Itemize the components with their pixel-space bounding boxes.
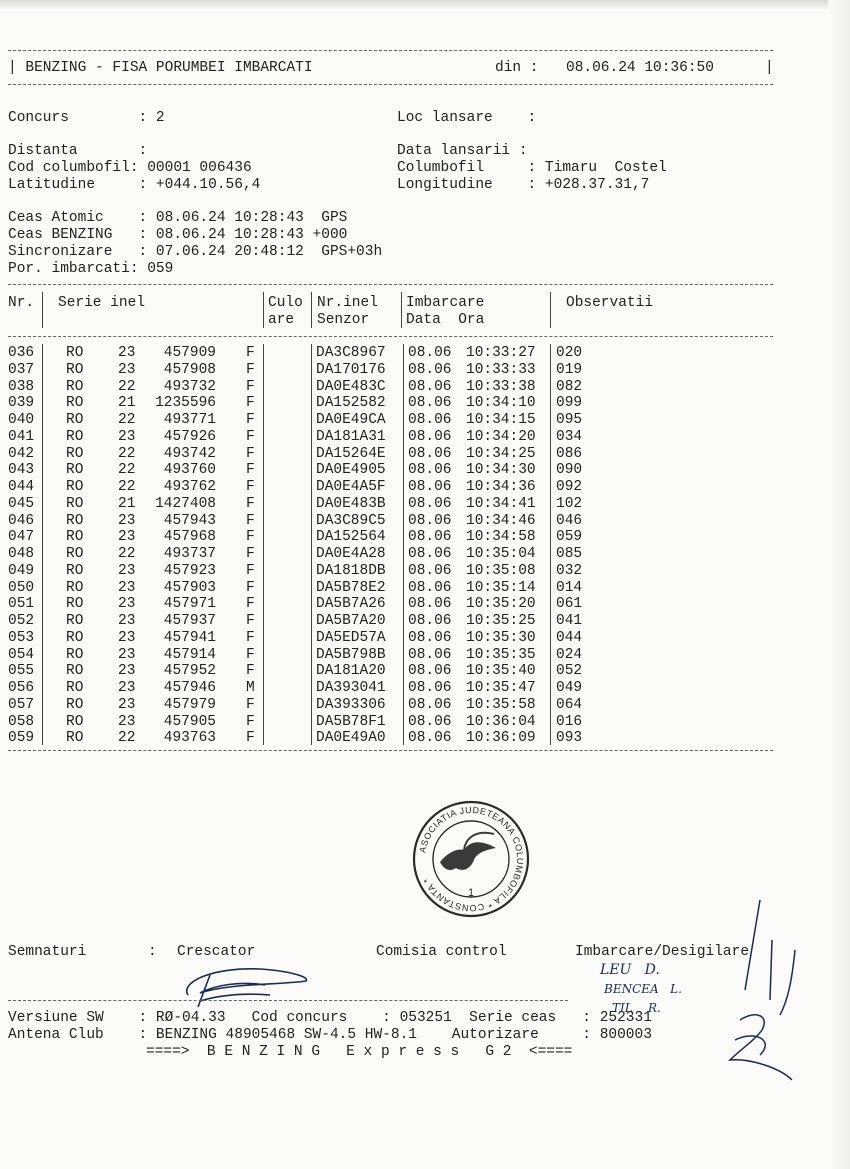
row-time: 10:35:04 bbox=[466, 546, 536, 562]
row-country: RO bbox=[66, 378, 84, 395]
ceas-benzing-field: Ceas BENZING : 08.06.24 10:28:43 +000 bbox=[8, 227, 348, 243]
row-country: RO bbox=[66, 361, 84, 378]
semnaturi-label: Semnaturi bbox=[8, 944, 87, 960]
row-year: 21 bbox=[118, 395, 136, 412]
sincronizare-field: Sincronizare : 07.06.24 20:48:12 GPS+03h bbox=[8, 244, 383, 260]
row-nr: 054 bbox=[8, 646, 35, 663]
row-nr: 036 bbox=[8, 345, 35, 361]
row-date: 08.06 bbox=[408, 629, 452, 646]
loc-lansare-field: Loc lansare : bbox=[397, 110, 537, 126]
header-bottom-rule bbox=[8, 84, 773, 85]
row-date: 08.06 bbox=[408, 713, 452, 730]
row-sex: F bbox=[246, 730, 255, 747]
row-time: 10:34:15 bbox=[466, 412, 536, 428]
row-date: 08.06 bbox=[408, 345, 452, 361]
row-sensor: DA5ED57A bbox=[316, 629, 386, 646]
row-ring: 493737 bbox=[163, 546, 216, 562]
row-time: 10:33:27 bbox=[466, 345, 536, 361]
row-time: 10:34:36 bbox=[466, 479, 536, 495]
ceas-atomic-field: Ceas Atomic : 08.06.24 10:28:43 GPS bbox=[8, 210, 348, 226]
comisia-control-label: Comisia control bbox=[376, 944, 507, 960]
concurs-field: Concurs : 2 bbox=[8, 110, 165, 126]
row-country: RO bbox=[66, 646, 84, 663]
row-year: 22 bbox=[118, 479, 136, 495]
row-year: 23 bbox=[118, 428, 136, 445]
row-country: RO bbox=[66, 680, 84, 696]
row-date: 08.06 bbox=[408, 445, 452, 462]
row-sex: F bbox=[246, 529, 255, 546]
row-nr: 047 bbox=[8, 529, 35, 546]
row-obs: 044 bbox=[556, 629, 583, 646]
row-obs: 095 bbox=[556, 412, 583, 428]
row-sensor: DA393041 bbox=[316, 680, 386, 696]
header-divider bbox=[550, 292, 551, 328]
row-sex: F bbox=[246, 613, 255, 629]
row-sensor: DA152564 bbox=[316, 529, 386, 546]
row-date: 08.06 bbox=[408, 495, 452, 512]
row-obs: 086 bbox=[556, 445, 583, 462]
table-row bbox=[0, 596, 850, 613]
row-ring: 493732 bbox=[163, 378, 216, 395]
row-sex: F bbox=[246, 596, 255, 613]
stamp-ring-text: ASOCIATIA JUDETEANA COLUMBOFILA * CONSTANTA * bbox=[417, 804, 526, 914]
row-ring: 457952 bbox=[163, 663, 216, 680]
row-year: 22 bbox=[118, 412, 136, 428]
row-nr: 058 bbox=[8, 713, 35, 730]
row-date: 08.06 bbox=[408, 596, 452, 613]
row-nr: 045 bbox=[8, 495, 35, 512]
row-ring: 457903 bbox=[163, 579, 216, 596]
row-sensor: DA5B78F1 bbox=[316, 713, 386, 730]
row-time: 10:34:46 bbox=[466, 512, 536, 529]
row-nr: 048 bbox=[8, 546, 35, 562]
row-country: RO bbox=[66, 412, 84, 428]
row-nr: 039 bbox=[8, 395, 35, 412]
row-nr: 051 bbox=[8, 596, 35, 613]
table-row bbox=[0, 647, 850, 664]
row-sensor: DA181A20 bbox=[316, 663, 386, 680]
row-date: 08.06 bbox=[408, 696, 452, 713]
row-sex: F bbox=[246, 395, 255, 412]
row-time: 10:35:30 bbox=[466, 629, 536, 646]
row-sex: F bbox=[246, 663, 255, 680]
row-date: 08.06 bbox=[408, 412, 452, 428]
row-sensor: DA393306 bbox=[316, 696, 386, 713]
row-year: 23 bbox=[118, 663, 136, 680]
row-year: 23 bbox=[118, 713, 136, 730]
row-year: 23 bbox=[118, 696, 136, 713]
row-obs: 049 bbox=[556, 680, 583, 696]
row-date: 08.06 bbox=[408, 479, 452, 495]
row-year: 23 bbox=[118, 562, 136, 579]
row-sex: F bbox=[246, 445, 255, 462]
stamp-center-number: 1 bbox=[468, 887, 475, 899]
row-date: 08.06 bbox=[408, 646, 452, 663]
row-year: 23 bbox=[118, 361, 136, 378]
row-country: RO bbox=[66, 495, 84, 512]
row-nr: 056 bbox=[8, 680, 35, 696]
row-ring: 493760 bbox=[163, 462, 216, 479]
handwritten-name-3: TIL R. bbox=[612, 1001, 661, 1015]
row-nr: 059 bbox=[8, 730, 35, 747]
table-bottom-rule bbox=[8, 750, 773, 751]
row-country: RO bbox=[66, 730, 84, 747]
row-country: RO bbox=[66, 562, 84, 579]
row-ring: 457979 bbox=[163, 696, 216, 713]
row-sex: F bbox=[246, 412, 255, 428]
row-obs: 093 bbox=[556, 730, 583, 747]
header-top-rule bbox=[8, 50, 773, 51]
col-header-imbarcare: Imbarcare bbox=[406, 295, 485, 311]
row-ring: 1427408 bbox=[155, 495, 216, 512]
row-ring: 457941 bbox=[163, 629, 216, 646]
row-date: 08.06 bbox=[408, 579, 452, 596]
row-country: RO bbox=[66, 445, 84, 462]
header-divider bbox=[401, 292, 402, 328]
row-year: 22 bbox=[118, 378, 136, 395]
table-row bbox=[0, 663, 850, 680]
antena-club-line: Antena Club : BENZING 48905468 SW-4.5 HW-8.1 Autorizare : 800003 bbox=[8, 1027, 652, 1043]
row-obs: 034 bbox=[556, 428, 583, 445]
table-row bbox=[0, 697, 850, 714]
row-time: 10:36:09 bbox=[466, 730, 536, 747]
col-header-observatii: Observatii bbox=[566, 295, 654, 311]
row-date: 08.06 bbox=[408, 529, 452, 546]
cod-columbofil-field: Cod columbofil: 00001 006436 bbox=[8, 160, 252, 176]
table-row bbox=[0, 730, 850, 747]
row-obs: 059 bbox=[556, 529, 583, 546]
row-ring: 457937 bbox=[163, 613, 216, 629]
col-header-data-ora: Data Ora bbox=[406, 312, 485, 328]
row-sex: F bbox=[246, 479, 255, 495]
row-time: 10:33:33 bbox=[466, 361, 536, 378]
row-sex: F bbox=[246, 428, 255, 445]
handwritten-name-1: LEU D. bbox=[600, 962, 660, 978]
row-sex: F bbox=[246, 512, 255, 529]
row-time: 10:35:08 bbox=[466, 562, 536, 579]
row-ring: 457926 bbox=[163, 428, 216, 445]
row-obs: 102 bbox=[556, 495, 583, 512]
table-row bbox=[0, 680, 850, 697]
row-obs: 099 bbox=[556, 395, 583, 412]
row-country: RO bbox=[66, 428, 84, 445]
row-sensor: DA0E483B bbox=[316, 495, 386, 512]
row-sensor: DA0E483C bbox=[316, 378, 386, 395]
row-nr: 050 bbox=[8, 579, 35, 596]
row-nr: 052 bbox=[8, 613, 35, 629]
row-year: 23 bbox=[118, 680, 136, 696]
row-country: RO bbox=[66, 663, 84, 680]
row-country: RO bbox=[66, 479, 84, 495]
row-sex: F bbox=[246, 713, 255, 730]
row-time: 10:35:40 bbox=[466, 663, 536, 680]
row-sensor: DA0E4A28 bbox=[316, 546, 386, 562]
row-date: 08.06 bbox=[408, 462, 452, 479]
data-lansarii-field: Data lansarii : bbox=[397, 143, 528, 159]
row-sensor: DA5B7A20 bbox=[316, 613, 386, 629]
row-country: RO bbox=[66, 462, 84, 479]
row-sensor: DA0E49CA bbox=[316, 412, 386, 428]
row-obs: 024 bbox=[556, 646, 583, 663]
row-time: 10:34:30 bbox=[466, 462, 536, 479]
table-row bbox=[0, 529, 850, 546]
row-year: 22 bbox=[118, 730, 136, 747]
row-date: 08.06 bbox=[408, 680, 452, 696]
row-ring: 493763 bbox=[163, 730, 216, 747]
row-ring: 457943 bbox=[163, 512, 216, 529]
row-ring: 457923 bbox=[163, 562, 216, 579]
row-ring: 457908 bbox=[163, 361, 216, 378]
row-sex: F bbox=[246, 345, 255, 361]
table-row bbox=[0, 479, 850, 496]
row-country: RO bbox=[66, 579, 84, 596]
col-header-nr: Nr. bbox=[8, 295, 35, 311]
association-stamp bbox=[412, 800, 530, 918]
scan-edge-top bbox=[0, 0, 850, 10]
row-year: 22 bbox=[118, 462, 136, 479]
table-row bbox=[0, 496, 850, 513]
row-date: 08.06 bbox=[408, 546, 452, 562]
semnaturi-colon: : bbox=[148, 944, 157, 960]
row-obs: 092 bbox=[556, 479, 583, 495]
row-obs: 085 bbox=[556, 546, 583, 562]
row-sensor: DA170176 bbox=[316, 361, 386, 378]
row-time: 10:35:25 bbox=[466, 613, 536, 629]
row-sensor: DA152582 bbox=[316, 395, 386, 412]
row-date: 08.06 bbox=[408, 613, 452, 629]
row-time: 10:35:58 bbox=[466, 696, 536, 713]
row-ring: 457905 bbox=[163, 713, 216, 730]
row-year: 23 bbox=[118, 512, 136, 529]
row-obs: 061 bbox=[556, 596, 583, 613]
row-ring: 457971 bbox=[163, 596, 216, 613]
row-nr: 043 bbox=[8, 462, 35, 479]
row-date: 08.06 bbox=[408, 663, 452, 680]
row-obs: 046 bbox=[556, 512, 583, 529]
row-ring: 493771 bbox=[163, 412, 216, 428]
row-ring: 457946 bbox=[163, 680, 216, 696]
table-row bbox=[0, 714, 850, 731]
row-sensor: DA5B7A26 bbox=[316, 596, 386, 613]
header-divider bbox=[42, 292, 43, 328]
row-nr: 037 bbox=[8, 361, 35, 378]
col-header-serie: Serie inel bbox=[58, 295, 146, 311]
row-sensor: DA3C8967 bbox=[316, 345, 386, 361]
row-sex: F bbox=[246, 562, 255, 579]
row-nr: 053 bbox=[8, 629, 35, 646]
imbarcare-desigilare-label: Imbarcare/Desigilare bbox=[575, 944, 750, 960]
row-year: 23 bbox=[118, 579, 136, 596]
report-date-value: 08.06.24 10:36:50 bbox=[566, 60, 714, 76]
row-country: RO bbox=[66, 395, 84, 412]
table-row bbox=[0, 613, 850, 630]
table-row bbox=[0, 429, 850, 446]
row-year: 22 bbox=[118, 445, 136, 462]
longitudine-field: Longitudine : +028.37.31,7 bbox=[397, 177, 650, 193]
row-nr: 049 bbox=[8, 562, 35, 579]
row-year: 23 bbox=[118, 629, 136, 646]
row-obs: 020 bbox=[556, 345, 583, 361]
versiune-sw-line: Versiune SW : RØ-04.33 Cod concurs : 053251 Serie ceas : 252331 bbox=[8, 1010, 652, 1026]
row-country: RO bbox=[66, 713, 84, 730]
row-sensor: DA1818DB bbox=[316, 562, 386, 579]
row-obs: 032 bbox=[556, 562, 583, 579]
row-year: 22 bbox=[118, 546, 136, 562]
row-nr: 041 bbox=[8, 428, 35, 445]
row-sex: F bbox=[246, 546, 255, 562]
table-row bbox=[0, 362, 850, 379]
por-imbarcati-field: Por. imbarcati: 059 bbox=[8, 261, 174, 277]
distanta-field: Distanta : bbox=[8, 143, 148, 159]
row-ring: 457914 bbox=[163, 646, 216, 663]
table-row bbox=[0, 546, 850, 563]
row-country: RO bbox=[66, 629, 84, 646]
row-sensor: DA15264E bbox=[316, 445, 386, 462]
row-country: RO bbox=[66, 529, 84, 546]
row-sensor: DA5B798B bbox=[316, 646, 386, 663]
row-sex: F bbox=[246, 696, 255, 713]
row-time: 10:35:47 bbox=[466, 680, 536, 696]
crescator-label: Crescator bbox=[177, 944, 256, 960]
row-date: 08.06 bbox=[408, 428, 452, 445]
report-date-label: din : bbox=[495, 60, 539, 76]
row-year: 23 bbox=[118, 646, 136, 663]
benzing-banner: ====> B E N Z I N G E x p r e s s G 2 <==== bbox=[146, 1044, 573, 1060]
row-time: 10:34:41 bbox=[466, 495, 536, 512]
row-obs: 090 bbox=[556, 462, 583, 479]
table-row bbox=[0, 563, 850, 580]
row-obs: 052 bbox=[556, 663, 583, 680]
row-time: 10:35:20 bbox=[466, 596, 536, 613]
row-year: 23 bbox=[118, 345, 136, 361]
row-sex: F bbox=[246, 361, 255, 378]
row-country: RO bbox=[66, 512, 84, 529]
row-time: 10:34:20 bbox=[466, 428, 536, 445]
row-nr: 057 bbox=[8, 696, 35, 713]
row-time: 10:34:58 bbox=[466, 529, 536, 546]
breeder-signature bbox=[170, 955, 320, 1010]
col-header-culo-2: are bbox=[268, 312, 295, 328]
row-ring: 457968 bbox=[163, 529, 216, 546]
row-country: RO bbox=[66, 546, 84, 562]
footer-rule bbox=[8, 1000, 568, 1001]
row-sex: F bbox=[246, 646, 255, 663]
row-nr: 046 bbox=[8, 512, 35, 529]
row-sensor: DA0E4A5F bbox=[316, 479, 386, 495]
table-row bbox=[0, 630, 850, 647]
table-row bbox=[0, 462, 850, 479]
row-sex: F bbox=[246, 579, 255, 596]
col-header-senzor: Senzor bbox=[317, 312, 370, 328]
row-nr: 044 bbox=[8, 479, 35, 495]
row-time: 10:33:38 bbox=[466, 378, 536, 395]
row-obs: 041 bbox=[556, 613, 583, 629]
row-date: 08.06 bbox=[408, 361, 452, 378]
row-year: 21 bbox=[118, 495, 136, 512]
row-obs: 016 bbox=[556, 713, 583, 730]
row-sex: M bbox=[246, 680, 255, 696]
col-header-culo: Culo bbox=[268, 295, 303, 311]
table-row bbox=[0, 395, 850, 412]
row-sex: F bbox=[246, 378, 255, 395]
table-row bbox=[0, 513, 850, 530]
row-time: 10:36:04 bbox=[466, 713, 536, 730]
row-sensor: DA181A31 bbox=[316, 428, 386, 445]
row-ring: 493762 bbox=[163, 479, 216, 495]
row-obs: 064 bbox=[556, 696, 583, 713]
col-header-nrinel: Nr.inel bbox=[317, 295, 378, 311]
row-sensor: DA5B78E2 bbox=[316, 579, 386, 596]
latitudine-field: Latitudine : +044.10.56,4 bbox=[8, 177, 261, 193]
row-country: RO bbox=[66, 345, 84, 361]
table-row bbox=[0, 379, 850, 396]
row-time: 10:35:35 bbox=[466, 646, 536, 663]
table-row bbox=[0, 446, 850, 463]
table-header-rule bbox=[8, 336, 773, 337]
row-country: RO bbox=[66, 596, 84, 613]
commission-signature bbox=[700, 890, 810, 1090]
row-year: 23 bbox=[118, 529, 136, 546]
row-sensor: DA3C89C5 bbox=[316, 512, 386, 529]
row-obs: 014 bbox=[556, 579, 583, 596]
row-date: 08.06 bbox=[408, 395, 452, 412]
table-row bbox=[0, 412, 850, 429]
row-date: 08.06 bbox=[408, 562, 452, 579]
row-sex: F bbox=[246, 629, 255, 646]
row-year: 23 bbox=[118, 596, 136, 613]
header-divider bbox=[263, 292, 264, 328]
table-row bbox=[0, 345, 850, 362]
row-time: 10:35:14 bbox=[466, 579, 536, 596]
row-nr: 042 bbox=[8, 445, 35, 462]
header-end-bar: | bbox=[765, 60, 774, 76]
row-date: 08.06 bbox=[408, 512, 452, 529]
row-time: 10:34:10 bbox=[466, 395, 536, 412]
row-obs: 082 bbox=[556, 378, 583, 395]
pigeon-icon bbox=[440, 842, 496, 870]
row-country: RO bbox=[66, 696, 84, 713]
row-ring: 457909 bbox=[163, 345, 216, 361]
header-divider bbox=[311, 292, 312, 328]
handwritten-name-2: BENCEA L. bbox=[604, 982, 682, 996]
row-nr: 055 bbox=[8, 663, 35, 680]
row-sex: F bbox=[246, 462, 255, 479]
row-year: 23 bbox=[118, 613, 136, 629]
report-title: | BENZING - FISA PORUMBEI IMBARCATI bbox=[8, 60, 313, 76]
row-country: RO bbox=[66, 613, 84, 629]
row-ring: 1235596 bbox=[155, 395, 216, 412]
row-nr: 038 bbox=[8, 378, 35, 395]
row-ring: 493742 bbox=[163, 445, 216, 462]
row-date: 08.06 bbox=[408, 730, 452, 747]
table-row bbox=[0, 580, 850, 597]
row-nr: 040 bbox=[8, 412, 35, 428]
row-obs: 019 bbox=[556, 361, 583, 378]
columbofil-field: Columbofil : Timaru Costel bbox=[397, 160, 667, 176]
table-top-rule bbox=[8, 284, 773, 285]
row-sensor: DA0E4905 bbox=[316, 462, 386, 479]
row-time: 10:34:25 bbox=[466, 445, 536, 462]
row-date: 08.06 bbox=[408, 378, 452, 395]
row-sensor: DA0E49A0 bbox=[316, 730, 386, 747]
row-sex: F bbox=[246, 495, 255, 512]
